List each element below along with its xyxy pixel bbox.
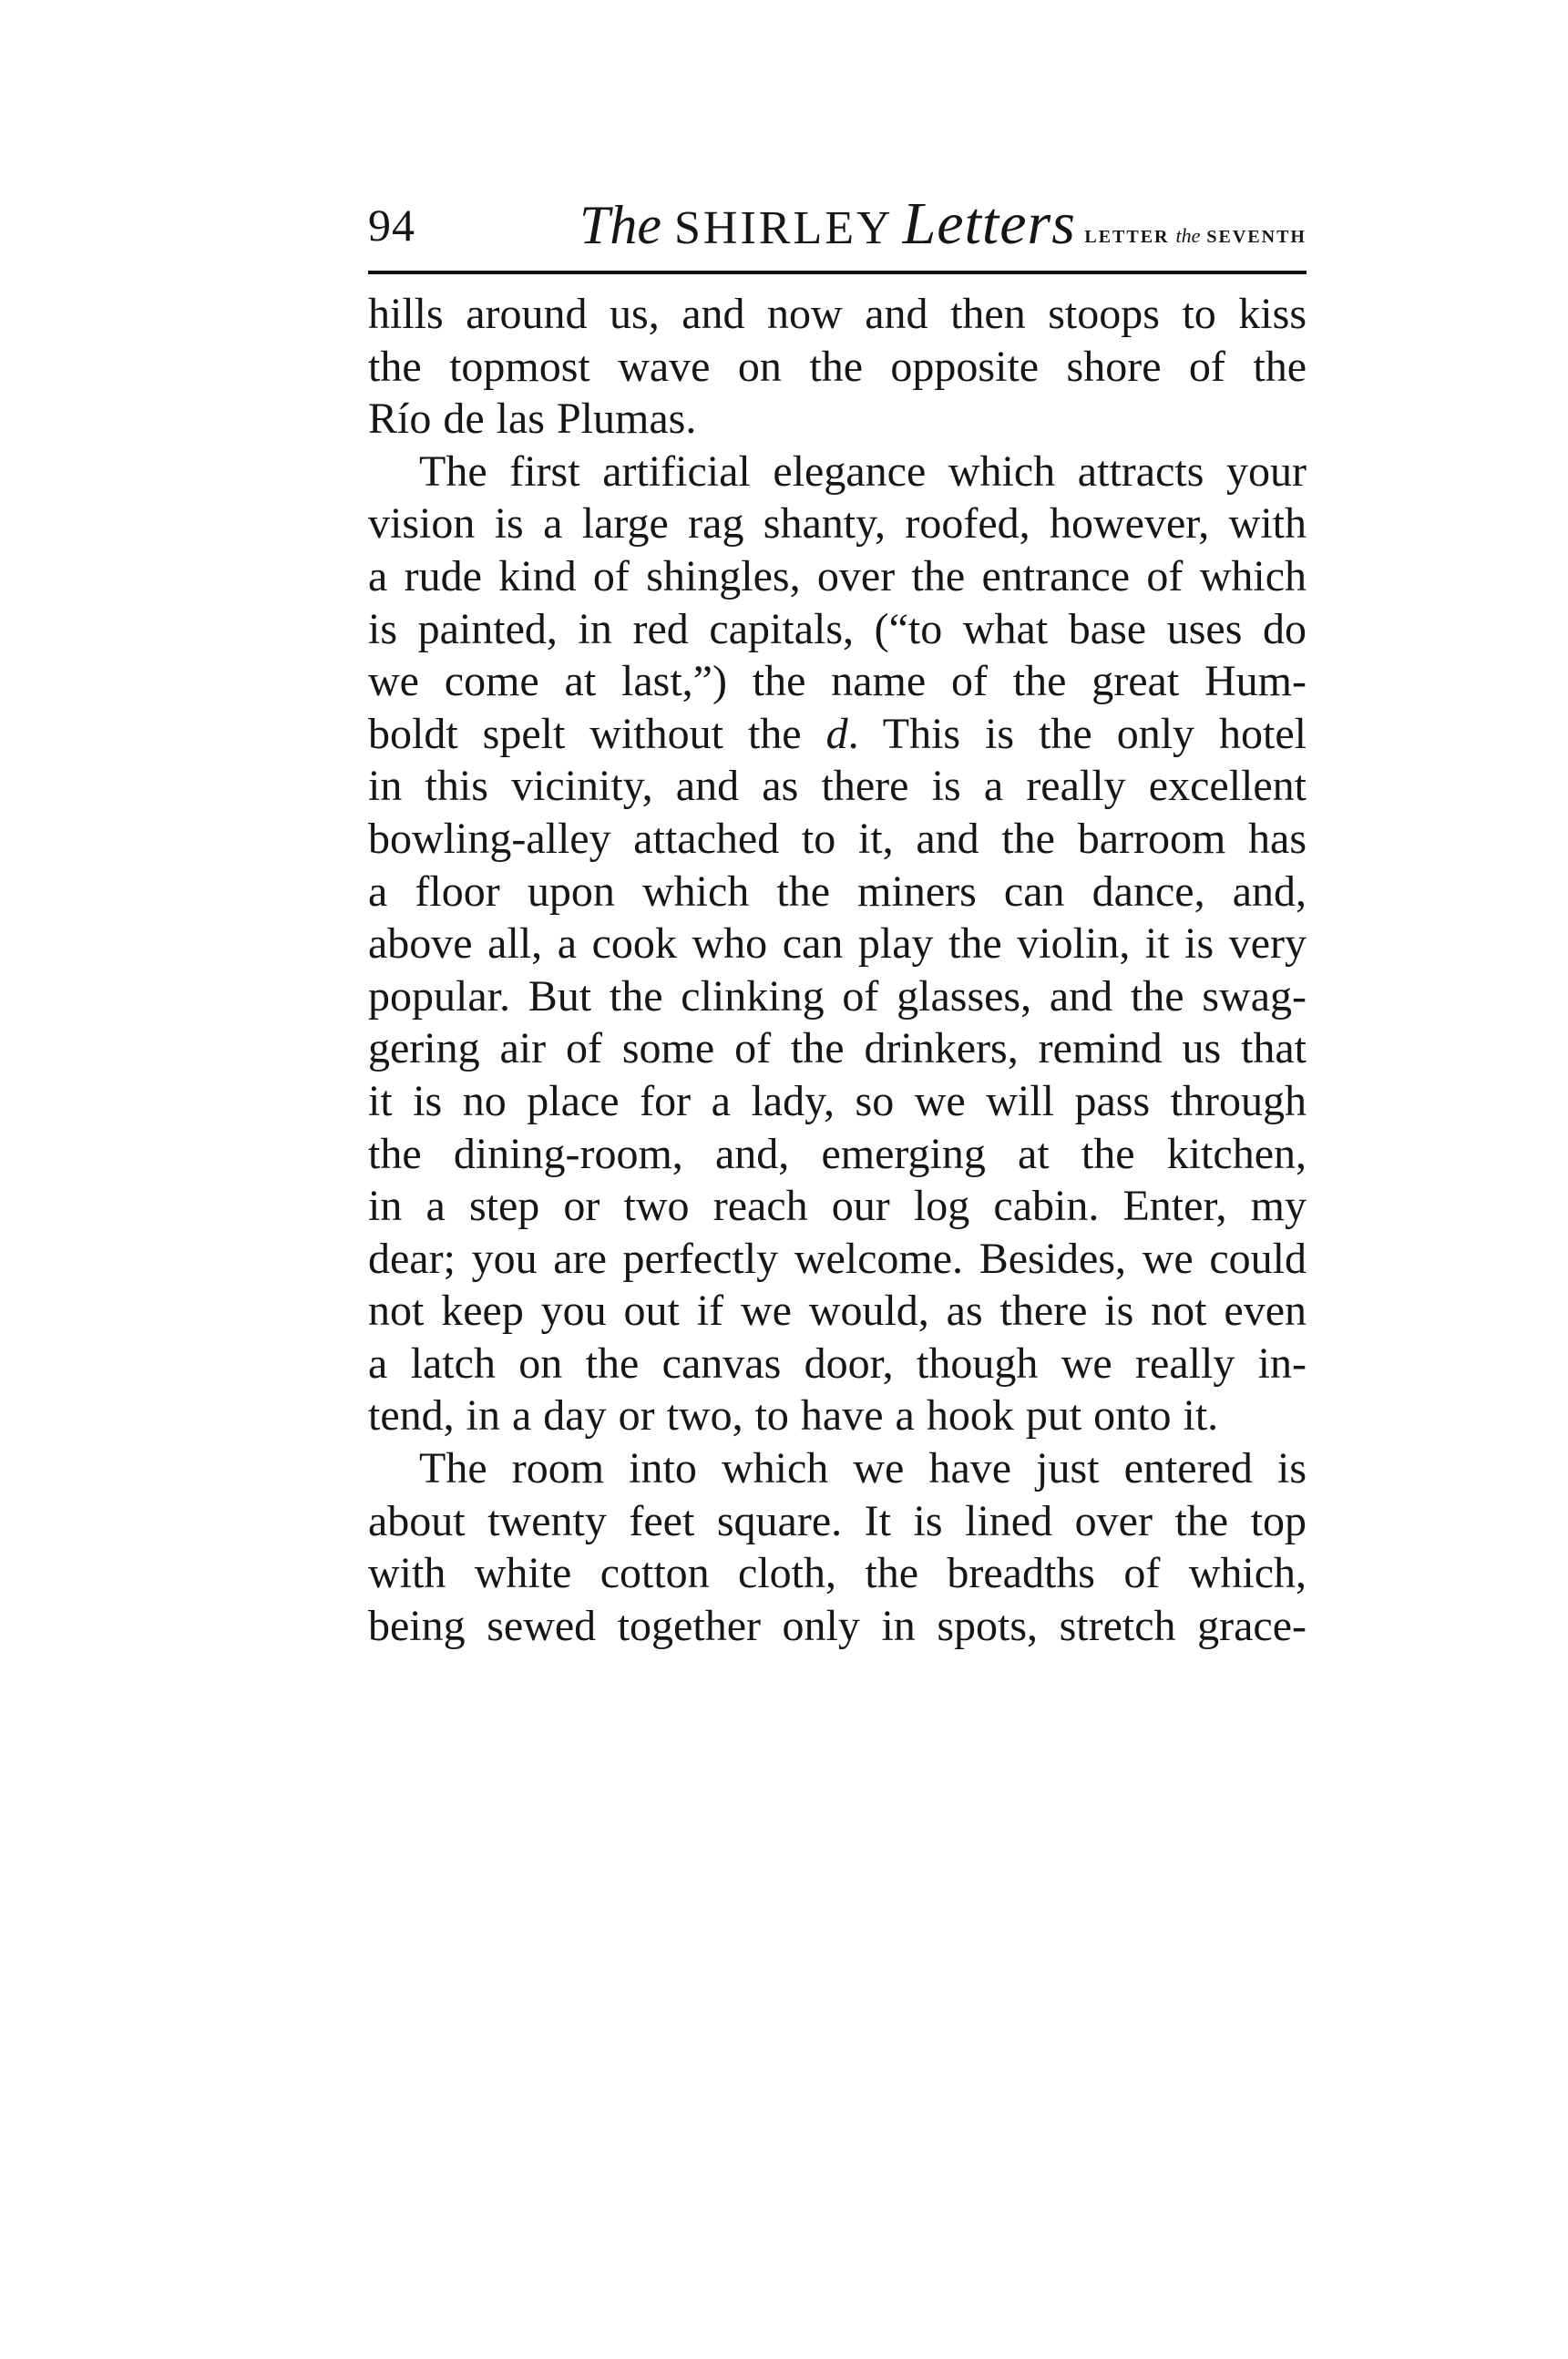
text-line: is painted, in red capitals, (“to what base uses do — [368, 604, 1307, 653]
text-line: above all, a cook who can play the violin, it is very — [368, 919, 1307, 969]
text-line: we come at last,”) the name of the great Hum- — [368, 657, 1307, 706]
title-shirley: SHIRLEY — [674, 202, 894, 254]
text-run: . This is the only hotel — [847, 709, 1307, 758]
text-line: it is no place for a lady, so we will pass through — [368, 1076, 1307, 1125]
text-line: Río de las Plumas. — [368, 395, 697, 444]
running-head — [368, 190, 1307, 262]
header-rule — [368, 271, 1307, 274]
paragraph-start-line: The first artificial elegance which attracts your — [419, 446, 1307, 496]
page-number: 94 — [368, 200, 415, 251]
text-line: gering air of some of the drinkers, remind us that — [368, 1024, 1307, 1073]
book-title — [579, 190, 1076, 259]
body-text — [368, 288, 1307, 1652]
chapter-label — [1084, 224, 1307, 248]
text-line: vision is a large rag shanty, roofed, however, with — [368, 499, 1307, 549]
chapter-seventh: SEVENTH — [1206, 227, 1307, 247]
title-letters: Letters — [902, 190, 1076, 257]
italic-letter: d — [825, 709, 848, 758]
text-line: with white cotton cloth, the breadths of which, — [368, 1549, 1307, 1598]
title-the: The — [579, 195, 661, 255]
text-line: being sewed together only in spots, stretch grace- — [368, 1601, 1307, 1650]
text-line: dear; you are perfectly welcome. Besides, we could — [368, 1234, 1307, 1283]
text-line: hills around us, and now and then stoops to kiss — [368, 290, 1307, 338]
text-run: boldt spelt without the — [368, 709, 802, 758]
text-line: bowling-alley attached to it, and the barroom has — [368, 814, 1307, 863]
paragraph-start-line: The room into which we have just entered is — [419, 1444, 1307, 1493]
text-line: in a step or two reach our log cabin. Enter, my — [368, 1182, 1307, 1231]
text-line: a latch on the canvas door, though we really in- — [368, 1338, 1307, 1388]
chapter-the: the — [1175, 224, 1201, 247]
chapter-letter: LETTER — [1084, 227, 1170, 247]
text-line: tend, in a day or two, to have a hook put onto it. — [368, 1391, 1219, 1441]
text-line: popular. But the clinking of glasses, and the swag- — [368, 971, 1307, 1021]
text-line: about twenty feet square. It is lined over the top — [368, 1496, 1307, 1545]
text-line: a floor upon which the miners can dance, and, — [368, 867, 1307, 916]
text-line: in this vicinity, and as there is a really excellent — [368, 762, 1307, 811]
text-line-mixed — [368, 708, 1307, 761]
text-line: a rude kind of shingles, over the entrance of which — [368, 551, 1307, 600]
text-line: the topmost wave on the opposite shore of the — [368, 342, 1307, 391]
text-line: not keep you out if we would, as there is not even — [368, 1287, 1307, 1336]
text-line: the dining-room, and, emerging at the kitchen, — [368, 1129, 1307, 1178]
